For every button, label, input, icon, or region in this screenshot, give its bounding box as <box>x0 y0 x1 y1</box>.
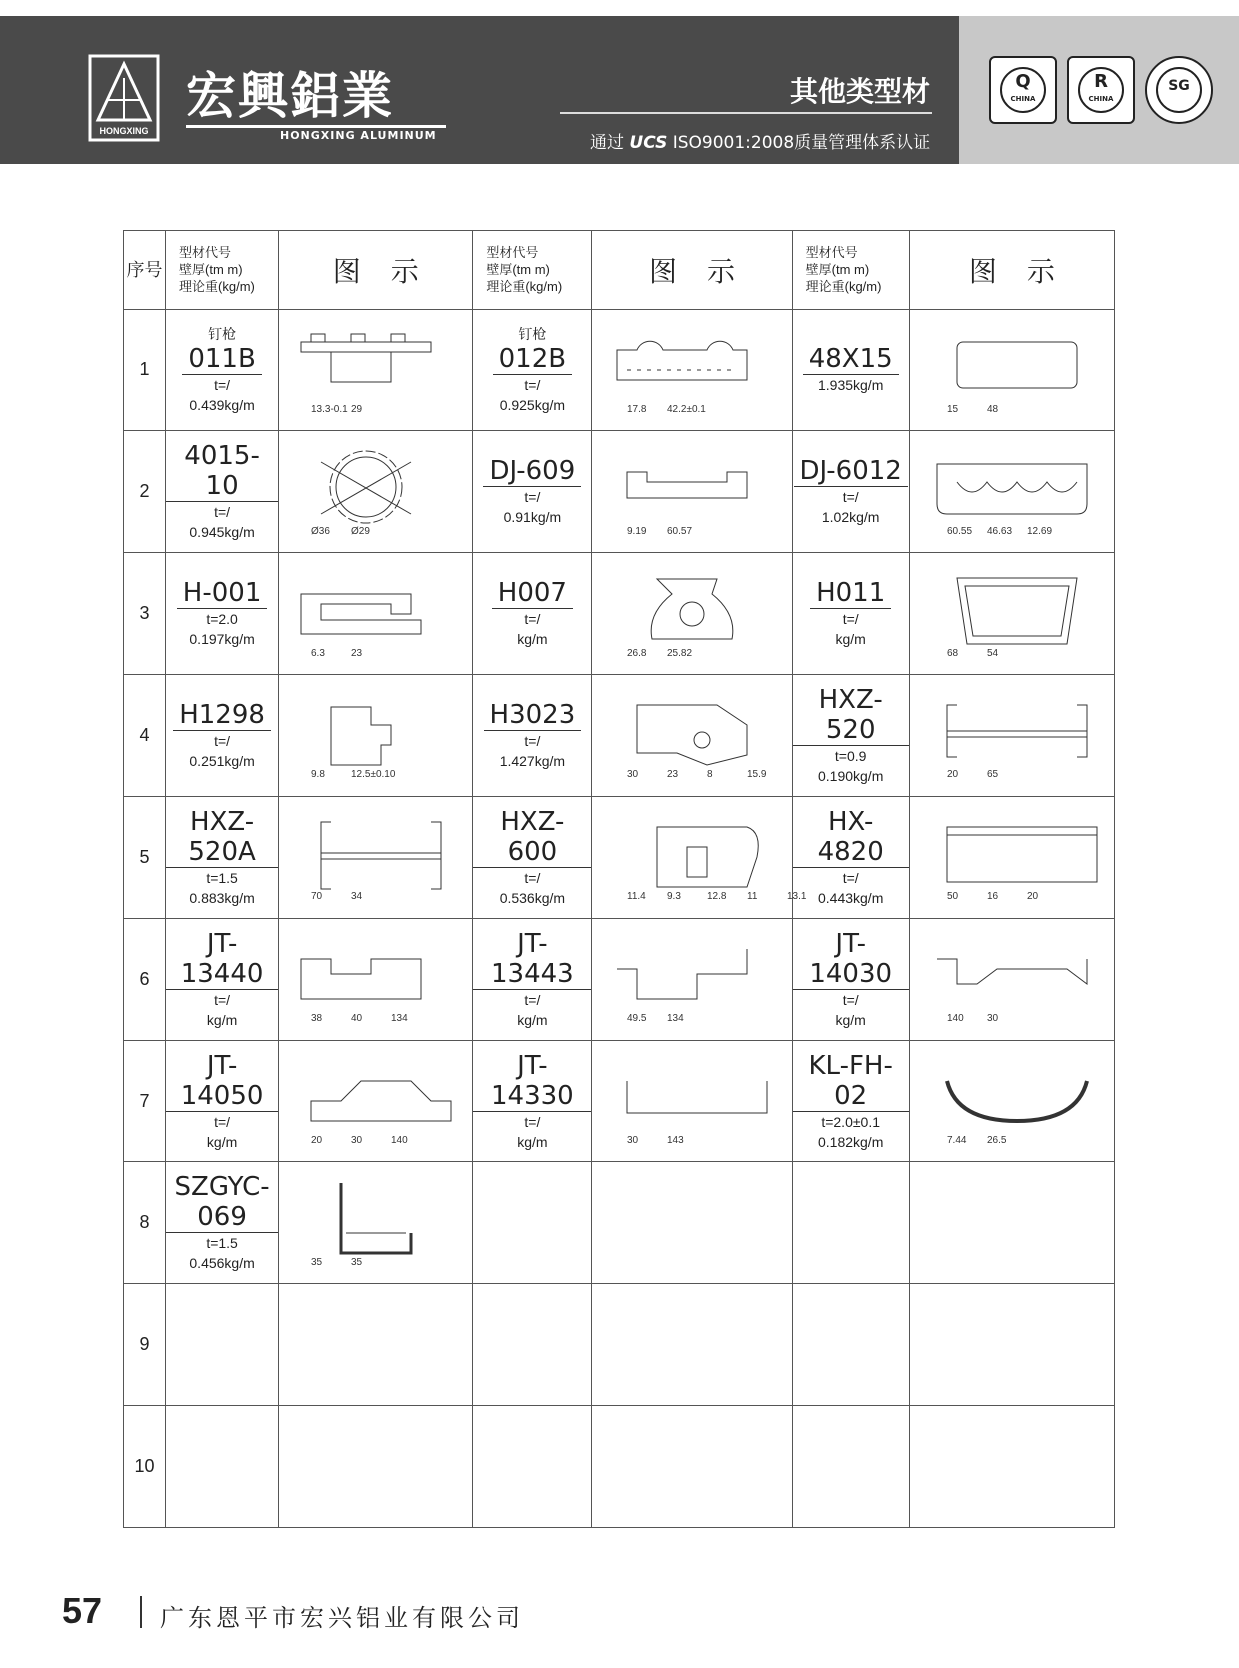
dimension-label: 54 <box>986 647 998 659</box>
profile-code: 011B <box>182 344 261 375</box>
profile-code: 4015-10 <box>166 441 278 502</box>
profile-info <box>166 1406 279 1528</box>
dimension-label: 70 <box>310 891 322 903</box>
profile-info <box>792 796 909 918</box>
profile-figure <box>279 553 473 675</box>
profile-code: H3023 <box>484 700 582 731</box>
cert-badge-panel <box>959 16 1239 164</box>
wall-thickness: t=/ <box>214 504 231 521</box>
label-header: 型材代号 壁厚(tm m) 理论重(kg/m) <box>473 231 592 310</box>
profile-info <box>166 431 279 553</box>
weight: 0.925kg/m <box>499 397 566 414</box>
profile-figure <box>279 918 473 1040</box>
dimension-label: 42.2±0.1 <box>667 403 706 415</box>
weight: kg/m <box>517 1133 548 1150</box>
profile-info <box>166 309 279 431</box>
table-header <box>124 231 1115 310</box>
dimension-label: 30 <box>627 1135 639 1147</box>
dimension-label: 60.55 <box>946 525 972 537</box>
profile-drawing <box>281 685 471 785</box>
dimension-label: 9.3 <box>667 891 681 903</box>
sg-globe-badge: SG <box>1145 56 1213 124</box>
profile-figure <box>909 431 1114 553</box>
profile-code: JT-13443 <box>473 929 591 990</box>
category-title: 其他类型材 <box>789 75 930 108</box>
profile-drawing <box>597 442 787 542</box>
profile-info <box>166 918 279 1040</box>
label-header: 型材代号 壁厚(tm m) 理论重(kg/m) <box>166 231 279 310</box>
wall-thickness: t=/ <box>524 732 541 749</box>
profile-info <box>473 431 592 553</box>
profile-info <box>473 1040 592 1162</box>
profile-figure <box>279 796 473 918</box>
weight: 1.427kg/m <box>499 752 566 769</box>
weight: kg/m <box>206 1133 238 1150</box>
profile-figure <box>279 1162 473 1284</box>
profile-info <box>792 309 909 431</box>
dimension-label: 15.9 <box>747 769 767 781</box>
row-number: 3 <box>124 553 166 675</box>
profile-drawing <box>281 320 471 420</box>
weight: kg/m <box>517 1011 548 1028</box>
profile-code: JT-14030 <box>793 929 909 990</box>
profile-info <box>792 1040 909 1162</box>
profile-figure <box>279 1406 473 1528</box>
profile-drawing <box>281 442 471 542</box>
brand-name-cn: 宏興鋁業 <box>186 66 394 125</box>
weight: 0.439kg/m <box>189 397 255 414</box>
weight: 0.945kg/m <box>189 524 255 541</box>
wall-thickness: t=/ <box>524 1113 541 1130</box>
profile-code: 012B <box>493 344 572 375</box>
profile-info <box>473 1406 592 1528</box>
figure-header: 图示 <box>279 231 473 310</box>
dimension-label: 23 <box>350 647 362 659</box>
row-number: 6 <box>124 918 166 1040</box>
profile-drawing <box>917 320 1107 420</box>
profile-info <box>166 796 279 918</box>
table-row <box>124 1406 1115 1528</box>
dimension-label: 46.63 <box>986 525 1012 537</box>
profile-drawing <box>917 1051 1107 1151</box>
profile-info <box>792 1284 909 1406</box>
dimension-label: 35 <box>310 1256 322 1268</box>
logo-text: HONGXING <box>99 126 149 136</box>
profile-figure <box>909 553 1114 675</box>
table-row <box>124 553 1115 675</box>
row-number: 9 <box>124 1284 166 1406</box>
profile-info <box>473 918 592 1040</box>
wall-thickness: t=/ <box>214 377 231 394</box>
profile-drawing <box>597 564 787 664</box>
profile-info <box>792 675 909 797</box>
profile-info <box>792 918 909 1040</box>
dimension-label: 20 <box>946 769 958 781</box>
profile-drawing <box>281 807 471 907</box>
weight: kg/m <box>206 1011 238 1028</box>
profile-figure <box>279 675 473 797</box>
profile-code: HXZ-520 <box>793 685 909 746</box>
profile-type: 钉枪 <box>208 326 237 343</box>
row-number: 4 <box>124 675 166 797</box>
dimension-label: 140 <box>946 1013 964 1025</box>
wall-thickness: t=/ <box>214 991 231 1008</box>
dimension-label: 8 <box>707 769 713 781</box>
brand-underline <box>186 125 446 128</box>
weight: 0.190kg/m <box>817 767 884 784</box>
dimension-label: 6.3 <box>310 647 325 659</box>
profile-figure <box>909 1284 1114 1406</box>
dimension-label: 68 <box>946 647 958 659</box>
profile-drawing <box>597 929 787 1029</box>
ucs-mark: UCS <box>629 133 668 153</box>
cert-suffix: ISO9001:2008质量管理体系认证 <box>672 133 931 153</box>
table-row <box>124 796 1115 918</box>
row-number: 8 <box>124 1162 166 1284</box>
row-number: 1 <box>124 309 166 431</box>
table-body <box>124 309 1115 1527</box>
profile-code: JT-13440 <box>166 929 278 990</box>
profile-info <box>792 553 909 675</box>
profile-figure <box>909 1040 1114 1162</box>
profile-drawing <box>917 442 1107 542</box>
profile-figure <box>279 1040 473 1162</box>
row-number: 7 <box>124 1040 166 1162</box>
q-china-badge: Q CHINA <box>989 56 1057 124</box>
weight: kg/m <box>517 631 548 648</box>
profile-figure <box>592 1284 792 1406</box>
table-row <box>124 918 1115 1040</box>
profile-info <box>792 431 909 553</box>
profile-drawing <box>917 929 1107 1029</box>
weight: 0.91kg/m <box>503 509 562 526</box>
weight: 0.456kg/m <box>189 1255 255 1272</box>
dimension-label: 140 <box>390 1135 408 1147</box>
profile-figure <box>592 309 792 431</box>
figure-header: 图示 <box>592 231 792 310</box>
profile-drawing <box>281 929 471 1029</box>
page-number: 57 <box>62 1590 103 1631</box>
weight: 0.443kg/m <box>817 889 884 906</box>
table-row <box>124 1284 1115 1406</box>
wall-thickness: t=/ <box>842 991 859 1008</box>
profile-figure <box>909 796 1114 918</box>
dimension-label: 11.4 <box>627 891 646 903</box>
profile-info <box>166 553 279 675</box>
profile-info <box>166 1162 279 1284</box>
company-name: 广东恩平市宏兴铝业有限公司 <box>160 1604 524 1632</box>
wall-thickness: t=/ <box>842 869 859 886</box>
profile-info <box>473 1284 592 1406</box>
profile-figure <box>592 675 792 797</box>
dimension-label: 26.5 <box>986 1135 1007 1147</box>
profile-table <box>123 230 1115 1528</box>
profile-code: HXZ-520A <box>166 807 278 868</box>
weight: 0.536kg/m <box>499 889 566 906</box>
dimension-label: 38 <box>310 1013 322 1025</box>
wall-thickness: t=/ <box>524 611 541 628</box>
table-row <box>124 1040 1115 1162</box>
profile-type: 钉枪 <box>518 326 547 343</box>
row-number: 5 <box>124 796 166 918</box>
profile-figure <box>592 431 792 553</box>
dimension-label: 49.5 <box>627 1013 647 1025</box>
weight: 1.02kg/m <box>821 509 880 526</box>
profile-figure <box>592 918 792 1040</box>
profile-info <box>473 796 592 918</box>
dimension-label: 50 <box>946 891 958 903</box>
dimension-label: 25.82 <box>667 647 693 659</box>
profile-drawing <box>597 320 787 420</box>
cert-prefix: 通过 <box>590 133 624 153</box>
logo <box>88 54 160 142</box>
dimension-label: 29 <box>350 403 362 415</box>
wall-thickness: t=/ <box>524 489 541 506</box>
weight: kg/m <box>835 1011 866 1028</box>
dimension-label: 40 <box>350 1013 362 1025</box>
profile-figure <box>592 553 792 675</box>
wall-thickness: t=1.5 <box>206 869 238 886</box>
wall-thickness: t=1.5 <box>206 1235 238 1252</box>
profile-figure <box>279 309 473 431</box>
profile-figure <box>909 918 1114 1040</box>
divider <box>140 1596 142 1628</box>
dimension-label: 143 <box>667 1135 684 1147</box>
profile-code: JT-14330 <box>473 1051 591 1112</box>
profile-info <box>166 1284 279 1406</box>
divider <box>560 112 932 114</box>
profile-code: H011 <box>810 578 891 609</box>
profile-info <box>473 1162 592 1284</box>
dimension-label: 20 <box>310 1135 322 1147</box>
dimension-label: 12.69 <box>1026 525 1052 537</box>
profile-drawing <box>281 564 471 664</box>
wall-thickness: t=/ <box>842 489 859 506</box>
wall-thickness: t=/ <box>524 377 541 394</box>
profile-figure <box>592 1406 792 1528</box>
dimension-label: 30 <box>627 769 639 781</box>
header-banner <box>0 16 1239 164</box>
weight: 0.197kg/m <box>189 631 255 648</box>
dimension-label: 12.8 <box>707 891 727 903</box>
weight: 1.935kg/m <box>817 377 884 394</box>
profile-code: HXZ-600 <box>473 807 591 868</box>
wall-thickness: t=0.9 <box>834 747 867 764</box>
row-number: 10 <box>124 1406 166 1528</box>
weight: kg/m <box>835 631 866 648</box>
profile-drawing <box>917 807 1107 907</box>
profile-drawing <box>917 685 1107 785</box>
dimension-label: 65 <box>986 769 998 781</box>
weight: 0.883kg/m <box>189 889 255 906</box>
dimension-label: 134 <box>390 1013 408 1025</box>
r-china-badge: R CHINA <box>1067 56 1135 124</box>
dimension-label: 13.1 <box>787 891 807 903</box>
certification-text <box>590 128 930 153</box>
dimension-label: 9.19 <box>627 525 647 537</box>
profile-code: H1298 <box>173 700 271 731</box>
dimension-label: 60.57 <box>667 525 693 537</box>
dimension-label: 12.5±0.10 <box>350 769 396 781</box>
label-header: 型材代号 壁厚(tm m) 理论重(kg/m) <box>792 231 909 310</box>
profile-drawing <box>597 807 807 907</box>
profile-code: SZGYC-069 <box>166 1172 278 1233</box>
row-number: 2 <box>124 431 166 553</box>
profile-figure <box>909 675 1114 797</box>
table-row <box>124 431 1115 553</box>
wall-thickness: t=/ <box>524 991 541 1008</box>
profile-info <box>166 675 279 797</box>
profile-figure <box>909 1406 1114 1528</box>
wall-thickness: t=/ <box>214 732 231 749</box>
dimension-label: 16 <box>986 891 998 903</box>
brand-name-en: HONGXING ALUMINUM <box>280 129 437 142</box>
dimension-label: 13.3-0.1 <box>310 403 348 415</box>
dimension-label: 26.8 <box>627 647 647 659</box>
wall-thickness: t=2.0 <box>206 611 238 628</box>
profile-figure <box>279 431 473 553</box>
weight: 0.182kg/m <box>817 1133 884 1150</box>
profile-code: H-001 <box>177 578 268 609</box>
dimension-label: 23 <box>667 769 679 781</box>
table-row <box>124 309 1115 431</box>
dimension-label: 15 <box>946 403 958 415</box>
wall-thickness: t=/ <box>524 869 541 886</box>
profile-info <box>792 1162 909 1284</box>
profile-info <box>473 309 592 431</box>
profile-code: 48X15 <box>803 344 899 375</box>
profile-info <box>792 1406 909 1528</box>
profile-info <box>473 675 592 797</box>
dimension-label: 34 <box>350 891 362 903</box>
wall-thickness: t=/ <box>214 1113 231 1130</box>
dimension-label: 30 <box>986 1013 998 1025</box>
dimension-label: 11 <box>747 891 758 903</box>
profile-figure <box>909 1162 1114 1284</box>
profile-code: DJ-6012 <box>794 456 908 487</box>
figure-header: 图示 <box>909 231 1114 310</box>
profile-code: DJ-609 <box>483 456 581 487</box>
dimension-label: Ø29 <box>350 525 370 537</box>
dimension-label: 20 <box>1026 891 1038 903</box>
dimension-label: 35 <box>350 1256 362 1268</box>
profile-info <box>473 553 592 675</box>
wall-thickness: t=/ <box>842 611 859 628</box>
dimension-label: 7.44 <box>946 1135 967 1147</box>
profile-code: HX-4820 <box>793 807 909 868</box>
profile-figure <box>592 796 807 918</box>
dimension-label: 134 <box>667 1013 684 1025</box>
profile-drawing <box>281 1173 471 1273</box>
table-row <box>124 675 1115 797</box>
profile-figure <box>279 1284 473 1406</box>
profile-figure <box>592 1040 792 1162</box>
dimension-label: 9.8 <box>310 769 325 781</box>
profile-drawing <box>281 1051 471 1151</box>
seq-header: 序号 <box>124 231 166 310</box>
profile-code: H007 <box>492 578 573 609</box>
profile-figure <box>909 309 1114 431</box>
weight: 0.251kg/m <box>189 752 255 769</box>
profile-code: JT-14050 <box>166 1051 278 1112</box>
table-row <box>124 1162 1115 1284</box>
profile-drawing <box>597 1051 787 1151</box>
dimension-label: Ø36 <box>310 525 330 537</box>
profile-drawing <box>597 685 787 785</box>
profile-drawing <box>917 564 1107 664</box>
dimension-label: 48 <box>986 403 998 415</box>
profile-code: KL-FH-02 <box>793 1051 909 1112</box>
wall-thickness: t=2.0±0.1 <box>821 1113 881 1130</box>
dimension-label: 17.8 <box>627 403 647 415</box>
profile-figure <box>592 1162 792 1284</box>
dimension-label: 30 <box>350 1135 362 1147</box>
profile-info <box>166 1040 279 1162</box>
